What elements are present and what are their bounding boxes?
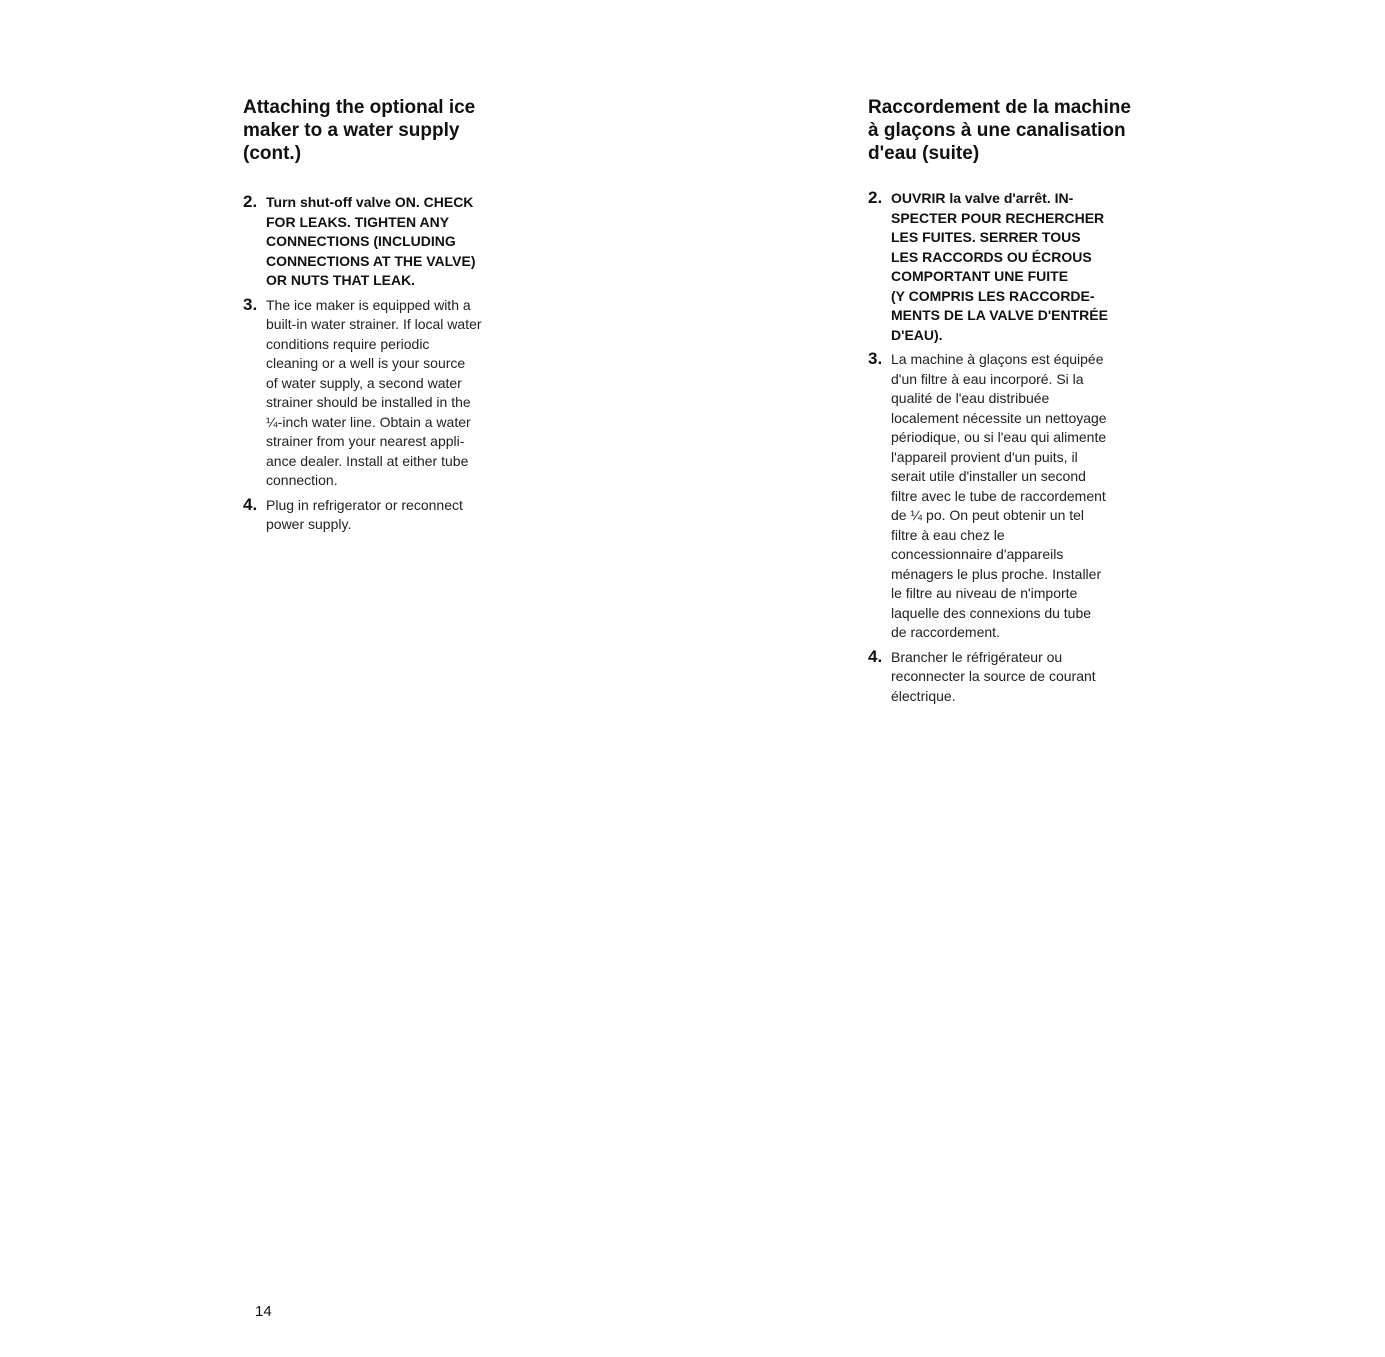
step-number: 2. (243, 192, 258, 211)
step-number: 2. (868, 188, 883, 207)
french-heading: Raccordement de la machine à glaçons à une canalisation d'eau (suite) (868, 97, 1131, 164)
english-step-4 (243, 496, 543, 535)
french-step-2 (868, 189, 1168, 345)
step-text: Plug in refrigerator or reconnect power supply. (266, 496, 463, 532)
french-step-4 (868, 648, 1168, 707)
english-column (243, 96, 543, 540)
french-step-3 (868, 350, 1168, 643)
english-step-3 (243, 296, 543, 491)
step-number: 3. (243, 294, 258, 314)
english-heading: Attaching the optional ice maker to a water supply (cont.) (243, 97, 476, 164)
step-number: 3. (868, 349, 883, 368)
step-number: 4. (868, 646, 883, 666)
french-column (868, 96, 1168, 711)
step-text: La machine à glaçons est équipée d'un filtre à eau incorporé. Si la qualité de l'eau distribuée localement nécessite un nettoyage périodique, ou si l'eau qui alimente l'appareil provient d'un puits, il serait utile d'installer un second filtre avec le tube de raccordement de ¼ po. On peut obtenir un tel filtre à eau chez le concessionnaire d'appareils ménagers le plus proche. Installer le filtre au niveau de n'importe laquelle des connexions du tube de raccordement. (891, 351, 1107, 640)
step-text: Turn shut-off valve ON. CHECK FOR LEAKS. TIGHTEN ANY CONNECTIONS (INCLUDING CONNECTIONS AT THE VALVE) OR NUTS THAT LEAK. (266, 194, 476, 288)
step-text: Brancher le réfrigérateur ou reconnecter la source de courant électrique. (891, 648, 1096, 704)
page-number: 14 (255, 1303, 272, 1320)
english-step-2 (243, 193, 543, 291)
step-number: 4. (243, 494, 258, 514)
step-text: The ice maker is equipped with a built-in water strainer. If local water conditions require periodic cleaning or a well is your source of water supply, a second water strainer should be installed in the ¼-inch water line. Obtain a water strainer from your nearest appli- ance dealer. Install at either tube connection. (266, 296, 482, 488)
step-text: OUVRIR la valve d'arrêt. IN- SPECTER POUR RECHERCHER LES FUITES. SERRER TOUS LES RACCORDS OU ÉCROUS COMPORTANT UNE FUITE (Y COMPRIS LES RACCORDE- MENTS DE LA VALVE D'ENTRÉE D'EAU). (891, 190, 1108, 343)
